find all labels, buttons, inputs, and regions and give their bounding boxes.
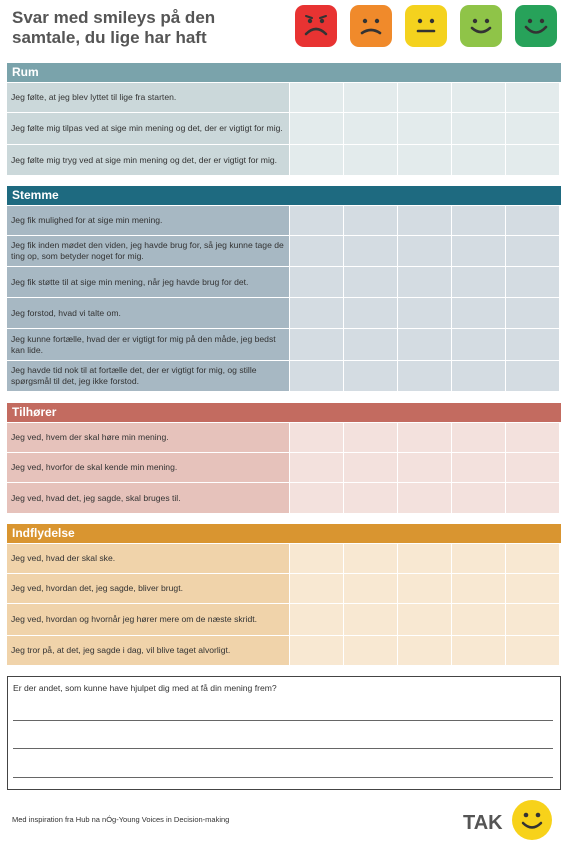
rating-cell[interactable]	[398, 145, 451, 175]
rating-cell[interactable]	[398, 483, 451, 513]
rating-cell[interactable]	[398, 544, 451, 573]
inspiration-note: Med inspiration fra Hub na nÓg-Young Voices in Decision-making	[12, 815, 230, 824]
rating-cell[interactable]	[452, 423, 505, 452]
question-row	[7, 604, 561, 635]
section-title: Rum	[7, 63, 561, 82]
rating-cell[interactable]	[452, 329, 505, 360]
rating-cell[interactable]	[290, 83, 343, 112]
question-row	[7, 206, 561, 235]
rating-cell[interactable]	[452, 145, 505, 175]
open-question-label: Er der andet, som kunne have hjulpet dig med at få din mening frem?	[13, 683, 277, 693]
rating-cell[interactable]	[452, 113, 505, 144]
section-title: Indflydelse	[7, 524, 561, 543]
rating-cell[interactable]	[506, 206, 559, 235]
rating-cell[interactable]	[344, 483, 397, 513]
rating-cell[interactable]	[344, 423, 397, 452]
question-row	[7, 236, 561, 266]
rating-cell[interactable]	[290, 453, 343, 482]
very-sad-icon	[295, 5, 337, 47]
section-title: Tilhører	[7, 403, 561, 422]
question-row	[7, 483, 561, 513]
rating-cell[interactable]	[452, 574, 505, 603]
rating-cell[interactable]	[290, 298, 343, 328]
rating-cell[interactable]	[290, 361, 343, 391]
rating-cell[interactable]	[344, 145, 397, 175]
answer-line[interactable]	[13, 777, 553, 778]
rating-cell[interactable]	[506, 453, 559, 482]
neutral-icon	[405, 5, 447, 47]
rating-cell[interactable]	[506, 574, 559, 603]
open-question-box[interactable]	[7, 676, 561, 790]
rating-cell[interactable]	[290, 423, 343, 452]
rating-cell[interactable]	[398, 329, 451, 360]
question-text: Jeg følte, at jeg blev lyttet til lige fra starten.	[7, 83, 289, 112]
rating-cell[interactable]	[290, 113, 343, 144]
rating-cell[interactable]	[506, 113, 559, 144]
rating-cell[interactable]	[344, 453, 397, 482]
rating-cell[interactable]	[398, 574, 451, 603]
rating-cell[interactable]	[290, 604, 343, 635]
question-row	[7, 453, 561, 482]
rating-cell[interactable]	[398, 83, 451, 112]
happy-icon	[512, 800, 552, 840]
rating-cell[interactable]	[506, 361, 559, 391]
rating-cell[interactable]	[290, 206, 343, 235]
question-text: Jeg tror på, at det, jeg sagde i dag, vil blive taget alvorligt.	[7, 636, 289, 665]
rating-cell[interactable]	[290, 544, 343, 573]
rating-cell[interactable]	[506, 423, 559, 452]
rating-cell[interactable]	[452, 236, 505, 266]
sad-icon	[350, 5, 392, 47]
question-text: Jeg kunne fortælle, hvad der er vigtigt for mig på den måde, jeg bedst kan lide.	[7, 329, 289, 360]
question-text: Jeg ved, hvordan det, jeg sagde, bliver brugt.	[7, 574, 289, 603]
rating-cell[interactable]	[290, 574, 343, 603]
rating-cell[interactable]	[398, 267, 451, 297]
section-rum	[7, 63, 561, 175]
question-row	[7, 113, 561, 144]
question-text: Jeg fik mulighed for at sige min mening.	[7, 206, 289, 235]
rating-cell[interactable]	[290, 636, 343, 665]
question-row	[7, 329, 561, 360]
question-text: Jeg forstod, hvad vi talte om.	[7, 298, 289, 328]
question-text: Jeg ved, hvordan og hvornår jeg hører mere om de næste skridt.	[7, 604, 289, 635]
rating-cell[interactable]	[344, 329, 397, 360]
rating-cell[interactable]	[344, 267, 397, 297]
happy-icon	[460, 5, 502, 47]
rating-cell[interactable]	[506, 604, 559, 635]
rating-cell[interactable]	[344, 113, 397, 144]
rating-cell[interactable]	[344, 298, 397, 328]
rating-cell[interactable]	[506, 236, 559, 266]
section-indflydelse	[7, 524, 561, 665]
rating-cell[interactable]	[344, 361, 397, 391]
rating-cell[interactable]	[506, 544, 559, 573]
rating-cell[interactable]	[398, 206, 451, 235]
rating-cell[interactable]	[398, 453, 451, 482]
question-row	[7, 636, 561, 665]
question-row	[7, 298, 561, 328]
smiley-scale	[295, 5, 557, 47]
question-text: Jeg ved, hvem der skal høre min mening.	[7, 423, 289, 452]
rating-cell[interactable]	[506, 145, 559, 175]
question-text: Jeg fik støtte til at sige min mening, når jeg havde brug for det.	[7, 267, 289, 297]
rating-cell[interactable]	[398, 636, 451, 665]
rating-cell[interactable]	[452, 483, 505, 513]
rating-cell[interactable]	[506, 636, 559, 665]
rating-cell[interactable]	[344, 206, 397, 235]
rating-cell[interactable]	[344, 574, 397, 603]
question-row	[7, 83, 561, 112]
rating-cell[interactable]	[344, 544, 397, 573]
rating-cell[interactable]	[290, 267, 343, 297]
rating-cell[interactable]	[506, 298, 559, 328]
question-text: Jeg havde tid nok til at fortælle det, der er vigtigt for mig, og stille spørgsmål til det, jeg ikke forstod.	[7, 361, 289, 391]
answer-line[interactable]	[13, 748, 553, 749]
section-stemme	[7, 186, 561, 391]
rating-cell[interactable]	[452, 267, 505, 297]
rating-cell[interactable]	[398, 423, 451, 452]
rating-cell[interactable]	[344, 604, 397, 635]
answer-line[interactable]	[13, 720, 553, 721]
rating-cell[interactable]	[290, 329, 343, 360]
rating-cell[interactable]	[452, 604, 505, 635]
question-text: Jeg ved, hvorfor de skal kende min mening.	[7, 453, 289, 482]
rating-cell[interactable]	[398, 361, 451, 391]
question-text: Jeg ved, hvad det, jeg sagde, skal bruges til.	[7, 483, 289, 513]
question-text: Jeg ved, hvad der skal ske.	[7, 544, 289, 573]
question-row	[7, 544, 561, 573]
thanks-text: TAK	[463, 812, 503, 834]
rating-cell[interactable]	[506, 83, 559, 112]
rating-cell[interactable]	[506, 483, 559, 513]
rating-cell[interactable]	[452, 298, 505, 328]
very-happy-icon	[515, 5, 557, 47]
rating-cell[interactable]	[398, 298, 451, 328]
rating-cell[interactable]	[452, 83, 505, 112]
rating-cell[interactable]	[398, 604, 451, 635]
rating-cell[interactable]	[398, 236, 451, 266]
question-row	[7, 267, 561, 297]
question-text: Jeg følte mig tryg ved at sige min mening og det, der er vigtigt for mig.	[7, 145, 289, 175]
question-row	[7, 574, 561, 603]
question-row	[7, 361, 561, 391]
section-tilhører	[7, 403, 561, 513]
question-row	[7, 145, 561, 175]
question-row	[7, 423, 561, 452]
rating-cell[interactable]	[344, 83, 397, 112]
rating-cell[interactable]	[506, 329, 559, 360]
rating-cell[interactable]	[452, 206, 505, 235]
rating-cell[interactable]	[506, 267, 559, 297]
rating-cell[interactable]	[290, 483, 343, 513]
rating-cell[interactable]	[398, 113, 451, 144]
rating-cell[interactable]	[344, 236, 397, 266]
rating-cell[interactable]	[290, 236, 343, 266]
rating-cell[interactable]	[452, 361, 505, 391]
section-title: Stemme	[7, 186, 561, 205]
rating-cell[interactable]	[452, 636, 505, 665]
question-text: Jeg følte mig tilpas ved at sige min mening og det, der er vigtigt for mig.	[7, 113, 289, 144]
rating-cell[interactable]	[290, 145, 343, 175]
rating-cell[interactable]	[452, 453, 505, 482]
page-title: Svar med smileys på den samtale, du lige har haft	[12, 8, 216, 47]
question-text: Jeg fik inden mødet den viden, jeg havde brug for, så jeg kunne tage de ting op, som betyder noget for mig.	[7, 236, 289, 266]
rating-cell[interactable]	[344, 636, 397, 665]
rating-cell[interactable]	[452, 544, 505, 573]
